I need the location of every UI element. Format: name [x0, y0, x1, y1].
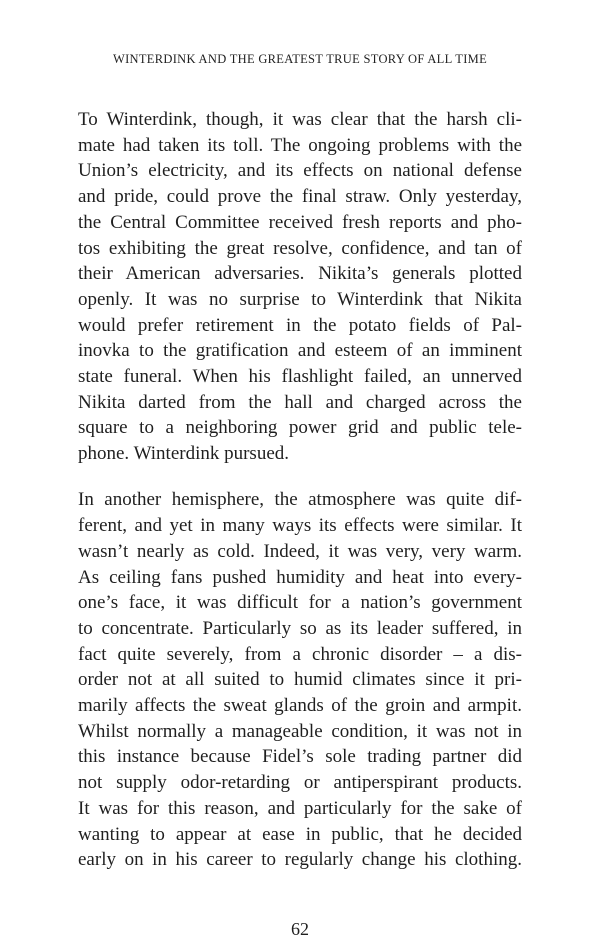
- paragraph: [78, 107, 522, 467]
- text-line: tos exhibiting the great resolve, confidence, and tan of: [78, 237, 522, 259]
- text-line: would prefer retirement in the potato fields of Pal-: [78, 314, 522, 336]
- text-line: one’s face, it was difficult for a nation’s government: [78, 592, 522, 614]
- text-line: phone. Winterdink pursued.: [78, 443, 290, 465]
- text-line: Union’s electricity, and its effects on national defense: [78, 160, 522, 182]
- text-line: this instance because Fidel’s sole trading partner did: [78, 746, 522, 768]
- body-text: [78, 107, 522, 873]
- text-line: wasn’t nearly as cold. Indeed, it was very, very warm.: [78, 540, 522, 562]
- text-line: To Winterdink, though, it was clear that the harsh cli-: [78, 109, 522, 130]
- text-line: wanting to appear at ease in public, that he decided: [78, 823, 522, 845]
- text-line: fact quite severely, from a chronic disorder – a dis-: [78, 643, 522, 665]
- text-line: to concentrate. Particularly so as its leader suffered, in: [78, 617, 522, 639]
- text-line: Nikita darted from the hall and charged across the: [78, 391, 522, 413]
- text-line: inovka to the gratification and esteem of an imminent: [78, 340, 522, 362]
- paragraph: [78, 487, 522, 873]
- text-line: and pride, could prove the final straw. Only yesterday,: [78, 186, 522, 208]
- text-line: In another hemisphere, the atmosphere was quite dif-: [78, 489, 522, 511]
- page-number: 62: [291, 919, 309, 939]
- text-line: It was for this reason, and particularly for the sake of: [78, 797, 522, 819]
- text-line: marily affects the sweat glands of the groin and armpit.: [78, 695, 522, 717]
- text-line: openly. It was no surprise to Winterdink that Nikita: [78, 288, 522, 310]
- text-line: the Central Committee received fresh reports and pho-: [78, 211, 522, 233]
- text-line: square to a neighboring power grid and public tele-: [78, 417, 522, 439]
- text-line: mate had taken its toll. The ongoing problems with the: [78, 134, 522, 156]
- text-line: order not at all suited to humid climates since it pri-: [78, 669, 522, 691]
- text-line: Whilst normally a manageable condition, it was not in: [78, 720, 522, 742]
- text-line: not supply odor-retarding or antiperspirant products.: [78, 772, 522, 794]
- text-line: early on in his career to regularly change his clothing.: [78, 849, 522, 871]
- text-line: ferent, and yet in many ways its effects were similar. It: [78, 515, 522, 537]
- text-line: their American adversaries. Nikita’s generals plotted: [78, 263, 522, 285]
- text-line: As ceiling fans pushed humidity and heat into every-: [78, 566, 522, 588]
- running-header: WINTERDINK AND THE GREATEST TRUE STORY OF ALL TIME: [112, 52, 488, 66]
- text-line: state funeral. When his flashlight failed, an unnerved: [78, 366, 522, 388]
